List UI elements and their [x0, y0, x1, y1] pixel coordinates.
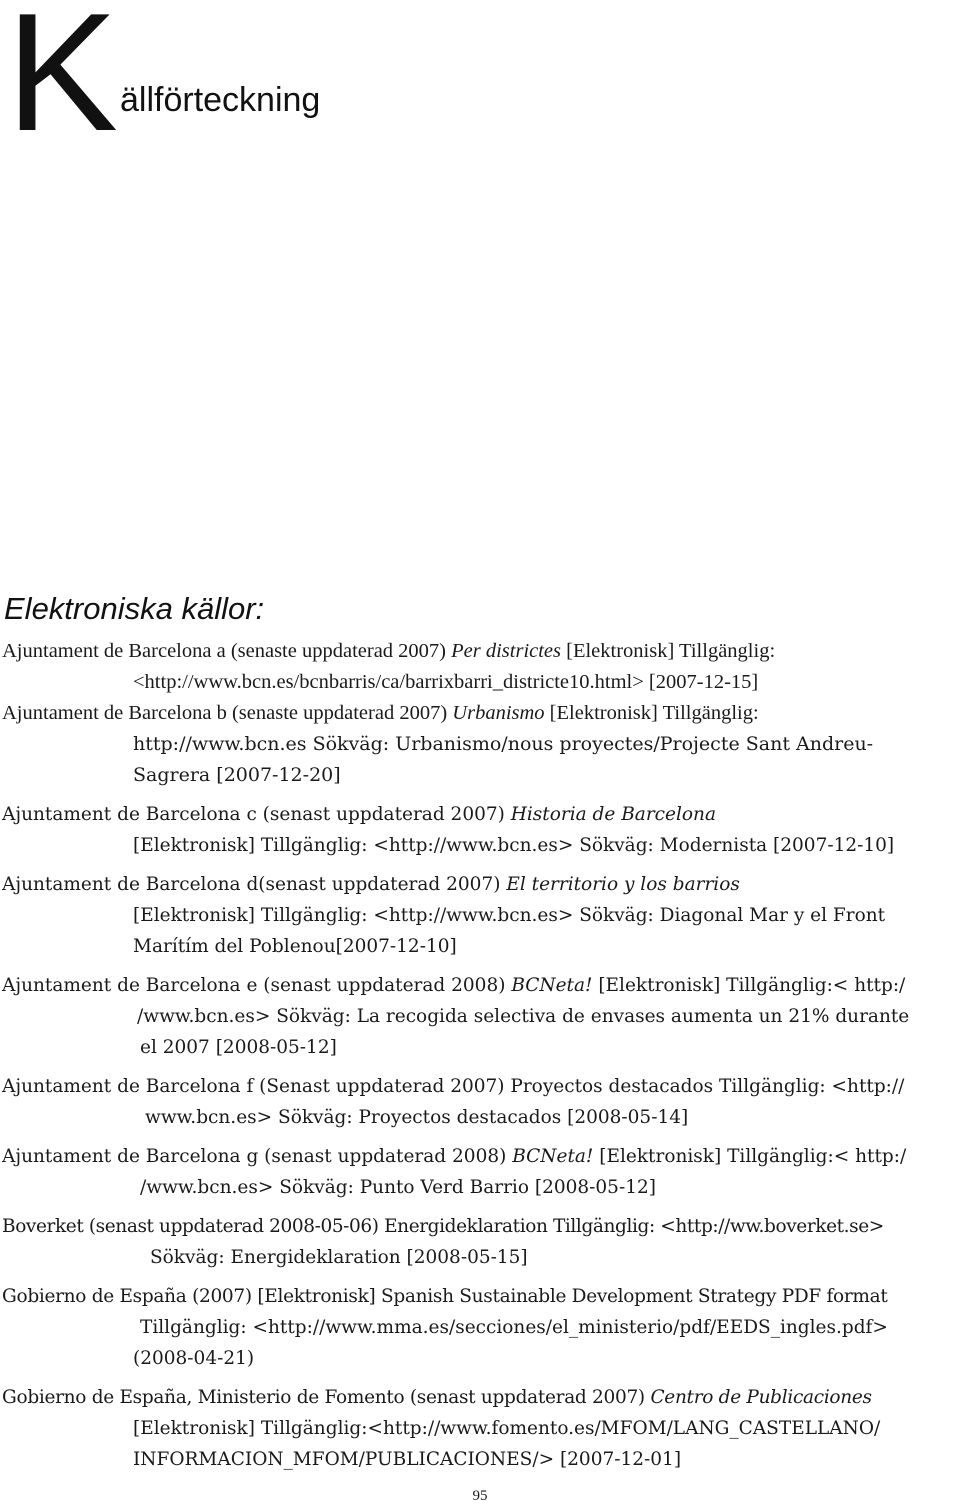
- reference-continuation: Sagrera [2007-12-20]: [133, 764, 341, 786]
- reference-line: Ajuntament de Barcelona f (Senast uppdaterad 2007) Proyectos destacados Tillgänglig: <http://: [2, 1076, 905, 1097]
- reference-line: Ajuntament de Barcelona b (senaste uppdaterad 2007) Urbanismo [Elektronisk] Tillgänglig:: [2, 702, 759, 724]
- reference-line: Ajuntament de Barcelona c (senast uppdaterad 2007) Historia de Barcelona: [2, 804, 716, 825]
- reference-continuation: [Elektronisk] Tillgänglig:<http://www.fomento.es/MFOM/LANG_CASTELLANO/: [133, 1418, 881, 1439]
- page-title: ällförteckning: [120, 81, 321, 119]
- reference-title: Centro de Publicaciones: [650, 1387, 872, 1408]
- reference-title: BCNeta!: [512, 1146, 594, 1167]
- reference-title: El territorio y los barrios: [506, 874, 740, 895]
- title-initial: K: [6, 0, 115, 166]
- section-heading: Elektroniska källor:: [4, 591, 265, 626]
- reference-continuation: [Elektronisk] Tillgänglig: <http://www.bcn.es> Sökväg: Modernista [2007-12-10]: [133, 835, 895, 856]
- reference-entry: [0, 1141, 960, 1203]
- reference-entry: [0, 698, 960, 791]
- reference-entry: [0, 869, 960, 962]
- reference-list: [0, 636, 960, 1475]
- reference-entry: [0, 636, 960, 698]
- reference-entry: [0, 1281, 960, 1374]
- reference-title: Urbanismo: [452, 702, 545, 724]
- reference-continuation: www.bcn.es> Sökväg: Proyectos destacados [2008-05-14]: [145, 1107, 689, 1128]
- reference-line: Ajuntament de Barcelona d(senast uppdaterad 2007) El territorio y los barrios: [2, 874, 740, 895]
- reference-entry: [0, 1211, 960, 1273]
- reference-continuation: http://www.bcn.es Sökväg: Urbanismo/nous proyectes/Projecte Sant Andreu-: [133, 733, 874, 755]
- page-number: 95: [472, 1488, 488, 1504]
- reference-entry: [0, 799, 960, 861]
- reference-continuation: /www.bcn.es> Sökväg: Punto Verd Barrio [2008-05-12]: [140, 1177, 656, 1198]
- reference-title: Per districtes: [451, 640, 562, 662]
- reference-continuation: INFORMACION_MFOM/PUBLICACIONES/> [2007-12-01]: [133, 1449, 682, 1470]
- reference-title: Historia de Barcelona: [510, 804, 716, 825]
- reference-title: BCNeta!: [511, 975, 593, 996]
- reference-entry: [0, 1382, 960, 1475]
- reference-continuation: [Elektronisk] Tillgänglig: <http://www.bcn.es> Sökväg: Diagonal Mar y el Front: [133, 905, 886, 926]
- reference-line: Ajuntament de Barcelona a (senaste uppdaterad 2007) Per districtes [Elektronisk] Tillgänglig:: [2, 640, 776, 662]
- reference-continuation: Tillgänglig: <http://www.mma.es/secciones/el_ministerio/pdf/EEDS_ingles.pdf>: [140, 1317, 888, 1338]
- reference-continuation: Sökväg: Energideklaration [2008-05-15]: [150, 1247, 528, 1268]
- reference-continuation: /www.bcn.es> Sökväg: La recogida selectiva de envases aumenta un 21% durante: [137, 1006, 910, 1027]
- reference-entry: [0, 970, 960, 1063]
- reference-continuation: (2008-04-21): [133, 1348, 255, 1369]
- reference-entry: [0, 1071, 960, 1133]
- page-header: [2, 0, 902, 166]
- reference-continuation: <http://www.bcn.es/bcnbarris/ca/barrixbarri_districte10.html> [2007-12-15]: [133, 671, 759, 693]
- reference-line: Ajuntament de Barcelona e (senast uppdaterad 2008) BCNeta! [Elektronisk] Tillgänglig:< http:/: [2, 975, 906, 996]
- reference-continuation: Marítím del Poblenou[2007-12-10]: [133, 936, 457, 957]
- reference-line: Ajuntament de Barcelona g (senast uppdaterad 2008) BCNeta! [Elektronisk] Tillgänglig:< http:/: [2, 1146, 907, 1167]
- reference-line: Boverket (senast uppdaterad 2008-05-06) Energideklaration Tillgänglig: <http://ww.boverket.se>: [2, 1216, 884, 1237]
- reference-line: Gobierno de España, Ministerio de Fomento (senast uppdaterad 2007) Centro de Publicaciones: [2, 1387, 872, 1408]
- reference-line: Gobierno de España (2007) [Elektronisk] Spanish Sustainable Development Strategy PDF format: [2, 1286, 888, 1307]
- reference-continuation: el 2007 [2008-05-12]: [140, 1037, 337, 1058]
